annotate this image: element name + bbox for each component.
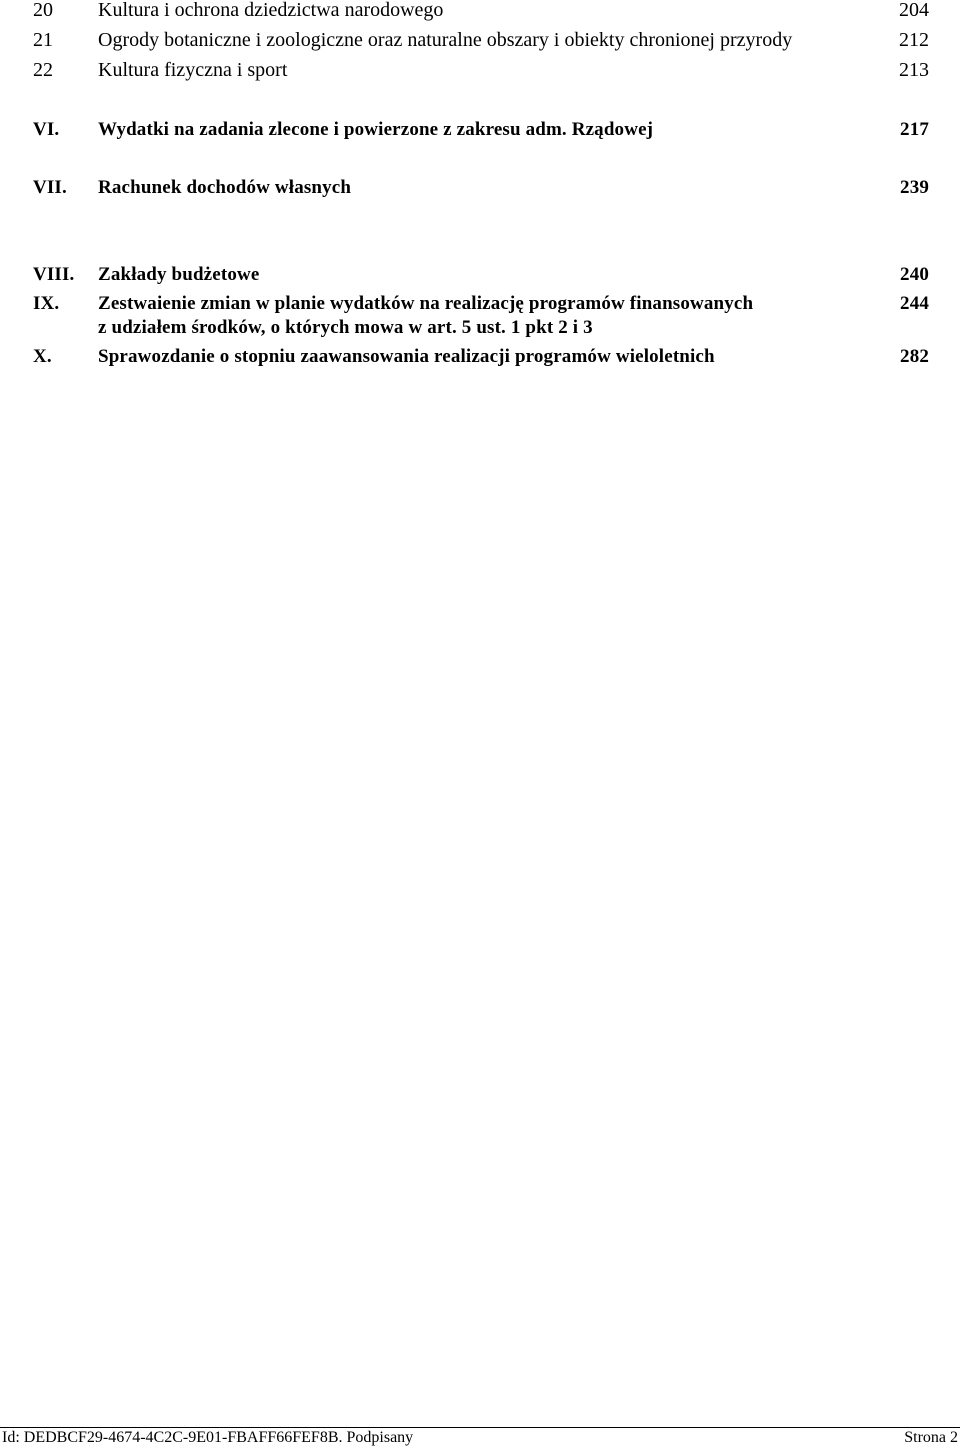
toc-entry-title: Kultura fizyczna i sport bbox=[98, 59, 288, 81]
toc-entry-number: 22 bbox=[33, 59, 53, 81]
toc-entry-page: 282 bbox=[900, 346, 929, 367]
toc-entry-number: 20 bbox=[33, 0, 53, 21]
toc-entry-number: 21 bbox=[33, 29, 53, 51]
toc-entry-page: 240 bbox=[900, 264, 929, 285]
page-number: Strona 2 bbox=[904, 1429, 958, 1446]
toc-entry-title: Zakłady budżetowe bbox=[98, 264, 260, 285]
toc-entry-page: 212 bbox=[899, 29, 929, 51]
toc-entry-title: Zestwaienie zmian w planie wydatków na realizację programów finansowanych bbox=[98, 293, 754, 314]
toc-entry-title: Kultura i ochrona dziedzictwa narodowego bbox=[98, 0, 444, 21]
document-id: Id: DEDBCF29-4674-4C2C-9E01-FBAFF66FEF8B. Podpisany bbox=[2, 1429, 414, 1446]
page-footer bbox=[0, 1427, 960, 1448]
toc-entry-number: VII. bbox=[33, 177, 67, 198]
toc-entry-page: 217 bbox=[900, 119, 929, 140]
toc-entry-number: VI. bbox=[33, 119, 60, 140]
toc-entry-title: Wydatki na zadania zlecone i powierzone z zakresu adm. Rządowej bbox=[98, 119, 654, 140]
toc-entry-title-continuation: z udziałem środków, o których mowa w art. 5 ust. 1 pkt 2 i 3 bbox=[98, 317, 593, 338]
toc-entry-number: X. bbox=[33, 346, 52, 367]
toc-entry-title: Rachunek dochodów własnych bbox=[98, 177, 352, 198]
toc-entry-number: IX. bbox=[33, 293, 60, 314]
toc-entry-page: 239 bbox=[900, 177, 929, 198]
toc-entry-title: Ogrody botaniczne i zoologiczne oraz naturalne obszary i obiekty chronionej przyrody bbox=[98, 29, 793, 51]
toc-entry-title: Sprawozdanie o stopniu zaawansowania realizacji programów wieloletnich bbox=[98, 346, 715, 367]
toc-entry-number: VIII. bbox=[33, 264, 75, 285]
toc-entry-page: 244 bbox=[900, 293, 929, 314]
toc-entry-page: 204 bbox=[899, 0, 929, 21]
toc-entry-page: 213 bbox=[899, 59, 929, 81]
